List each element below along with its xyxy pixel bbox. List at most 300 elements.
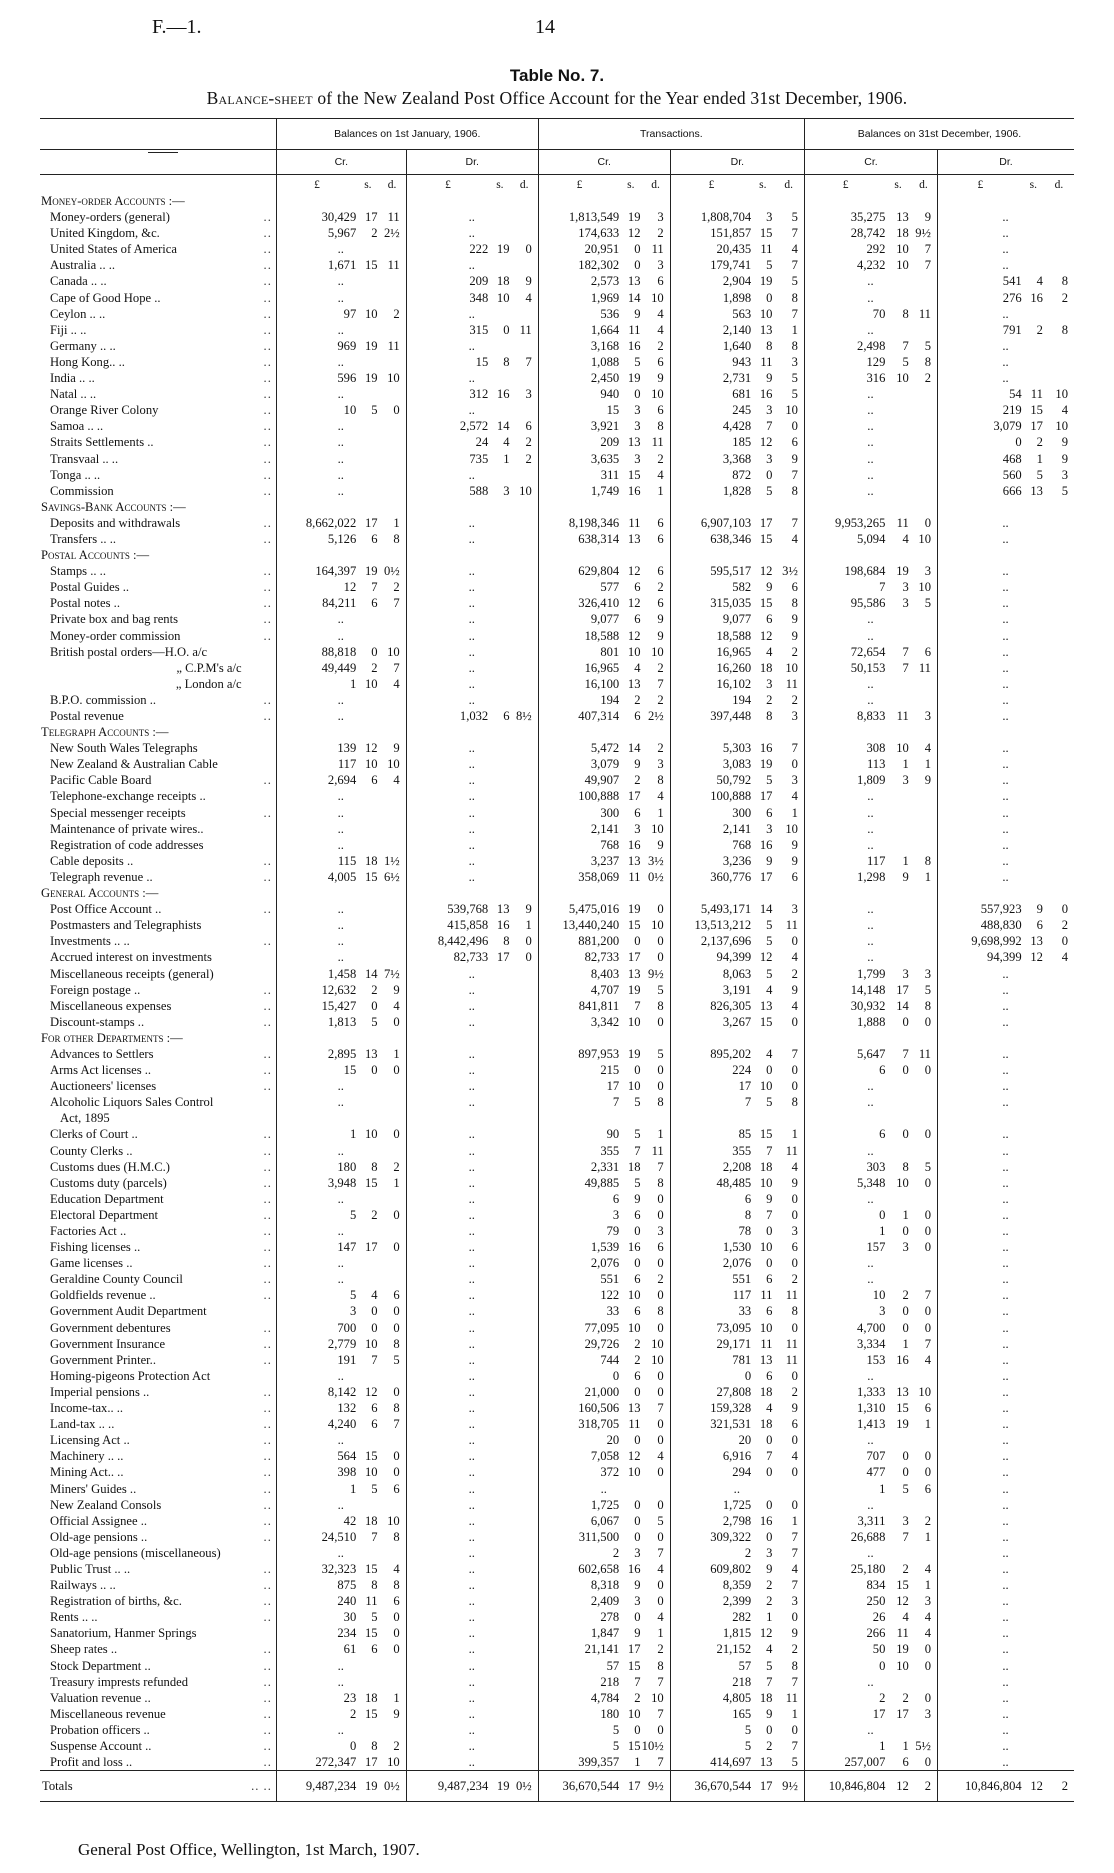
pounds-cell: 1,799 [804, 966, 886, 982]
pence-cell: 7 [924, 1288, 931, 1303]
shillings-cell: 18 [759, 1159, 773, 1174]
pounds-cell: .. [937, 338, 1074, 354]
pounds-cell: 5,348 [804, 1175, 886, 1191]
pounds-cell: 681 [670, 386, 752, 402]
pounds-cell: 10 [804, 1287, 886, 1303]
pounds-cell: 209 [406, 273, 489, 289]
shillings-cell: 12 [759, 564, 773, 579]
pounds-cell: 30 [276, 1609, 357, 1625]
shillings-cell: 0 [766, 1433, 773, 1448]
pounds-cell: 1,749 [538, 483, 620, 499]
pounds-cell: .. [804, 1143, 937, 1159]
pence-cell: 3 [924, 966, 931, 981]
shillings-cell: 7 [371, 1529, 378, 1544]
shillings-cell: 7 [634, 998, 641, 1013]
row-label: Foreign postage .. [50, 982, 141, 997]
leader-dots: .. [263, 419, 272, 434]
pounds-cell: .. [276, 483, 406, 499]
row-label: Hong Kong.. .. [50, 354, 125, 369]
shillings-cell: 0 [634, 1513, 641, 1528]
table-row [40, 1255, 1074, 1271]
table-row [40, 949, 1074, 965]
pence-cell: 10 [519, 483, 532, 498]
table-row [40, 821, 1074, 837]
pounds-cell: 8,142 [276, 1384, 357, 1400]
pounds-cell: 26,688 [804, 1529, 886, 1545]
pounds-cell: 2,141 [538, 821, 620, 837]
pence-cell: 11 [918, 660, 931, 675]
pounds-cell: 1,725 [670, 1497, 752, 1513]
pounds-unit: £ [406, 175, 489, 194]
shillings-cell: 10 [627, 644, 641, 659]
pounds-cell: .. [406, 821, 538, 837]
pounds-cell: 180 [276, 1159, 357, 1175]
pence-cell: 2½ [647, 709, 664, 723]
pence-cell: 0 [924, 1320, 931, 1335]
empty-cell [670, 724, 804, 740]
shillings-cell: 19 [896, 1417, 909, 1432]
pounds-cell: 834 [804, 1577, 886, 1593]
pence-cell: 8½ [515, 709, 532, 723]
shillings-cell: 13 [1030, 483, 1043, 498]
table-row [40, 1191, 1074, 1207]
shillings-cell: 4 [902, 1610, 909, 1625]
empty-cell [538, 724, 670, 740]
pence-cell: 10 [387, 371, 400, 386]
pence-cell: 10 [785, 403, 798, 418]
pounds-cell: .. [937, 306, 1074, 322]
pence-cell: 9 [791, 628, 798, 643]
table-row [40, 1062, 1074, 1078]
shillings-cell: 6 [766, 1368, 773, 1383]
pounds-cell: 1,671 [276, 257, 357, 273]
shillings-cell: 9 [1036, 902, 1043, 917]
pence-cell: 5 [924, 1159, 931, 1174]
pounds-cell: 1 [276, 676, 357, 692]
pence-cell: 0 [657, 1578, 664, 1593]
row-label: Germany .. .. [50, 338, 116, 353]
pounds-cell: 113 [804, 756, 886, 772]
shillings-cell: 5 [634, 1127, 641, 1142]
pounds-cell: 180 [538, 1706, 620, 1722]
pounds-cell: 5,475,016 [538, 901, 620, 917]
shillings-cell: 13 [896, 1384, 909, 1399]
shillings-cell: 0 [766, 1063, 773, 1078]
pence-cell: 0 [791, 757, 798, 772]
pounds-cell: 97 [276, 306, 357, 322]
pence-cell [910, 1110, 938, 1126]
shillings-cell: 3 [634, 403, 641, 418]
table-row [40, 1497, 1074, 1513]
leader-dots: .. [263, 1690, 272, 1705]
pence-cell: 2 [393, 1159, 400, 1174]
shillings-cell: 7 [902, 644, 909, 659]
pence-cell: 10 [651, 1336, 664, 1351]
pence-cell: 1 [924, 1578, 931, 1593]
pounds-cell: .. [937, 628, 1074, 644]
pence-cell: 2 [791, 966, 798, 981]
pounds-cell: 4,784 [538, 1690, 620, 1706]
pence-cell: 3 [924, 709, 931, 723]
pounds-cell: 7 [538, 1094, 620, 1110]
footer-note: General Post Office, Wellington, 1st March, 1907. [78, 1840, 420, 1859]
pence-cell: 0 [657, 950, 664, 965]
pounds-cell: .. [276, 1255, 406, 1271]
shillings-cell: 8 [371, 1739, 378, 1753]
shillings-cell: 2 [766, 1594, 773, 1609]
pence-cell: 0 [657, 1207, 664, 1222]
pounds-cell: 5,493,171 [670, 901, 752, 917]
leader-dots [248, 966, 277, 982]
shillings-cell: 5 [766, 934, 773, 949]
pounds-cell: .. [804, 692, 937, 708]
pence-cell: 3 [791, 1224, 798, 1238]
pounds-cell: 29,171 [670, 1336, 752, 1352]
pence-cell: 3 [657, 258, 664, 273]
pounds-cell: 57 [538, 1658, 620, 1674]
pounds-cell: 174,633 [538, 225, 620, 241]
pounds-cell: 8 [670, 1207, 752, 1223]
leader-dots [248, 917, 277, 933]
pounds-cell: .. [937, 1545, 1074, 1561]
table-row [40, 483, 1074, 499]
pounds-cell: 292 [804, 241, 886, 257]
shillings-cell: 7 [634, 1674, 641, 1689]
pounds-cell: 90 [538, 1126, 620, 1142]
pounds-cell: 79 [538, 1223, 620, 1239]
pounds-cell: .. [406, 402, 538, 418]
pence-cell: 2 [924, 1513, 931, 1528]
pounds-cell: 316 [804, 370, 886, 386]
pounds-cell: .. [406, 1416, 538, 1432]
pence-cell: 6 [924, 1401, 931, 1416]
pence-cell: 0 [791, 934, 798, 949]
shillings-cell: 14 [496, 419, 510, 434]
pounds-cell: 399,357 [538, 1754, 620, 1771]
pounds-cell: 24,510 [276, 1529, 357, 1545]
shillings-cell: 14 [896, 998, 909, 1013]
pence-cell: 0 [657, 1288, 664, 1303]
shillings-cell: 15 [759, 226, 773, 241]
pounds-cell: .. [804, 1432, 937, 1448]
empty-cell [538, 547, 670, 563]
shillings-cell: 11 [896, 709, 909, 723]
shillings-cell: 13 [627, 676, 641, 691]
shillings-cell: 1 [902, 1336, 909, 1351]
leader-dots: .. [263, 1642, 272, 1657]
pounds-cell: 115 [276, 853, 357, 869]
pounds-cell: 117 [276, 756, 357, 772]
empty-cell [406, 547, 538, 563]
pounds-cell: 70 [804, 306, 886, 322]
pounds-cell: 415,858 [406, 917, 489, 933]
pounds-cell: .. [406, 1448, 538, 1464]
pounds-cell: .. [406, 1738, 538, 1754]
pounds-cell: .. [406, 1320, 538, 1336]
pounds-cell: .. [406, 1303, 538, 1319]
pounds-cell: 826,305 [670, 998, 752, 1014]
pence-cell: 8 [791, 596, 798, 611]
pence-cell: 0 [791, 1497, 798, 1512]
pounds-cell: 10,846,804 [937, 1771, 1022, 1802]
pounds-cell: .. [804, 418, 937, 434]
row-label: Miscellaneous revenue [50, 1706, 166, 1721]
pounds-cell: 2,137,696 [670, 933, 752, 949]
pounds-cell: .. [937, 869, 1074, 885]
pence-cell: 7 [924, 1336, 931, 1351]
row-label: Postal revenue [50, 709, 124, 723]
shillings-cell: 15 [364, 1561, 378, 1576]
pence-cell: 8 [393, 1336, 400, 1351]
pounds-cell: 1,310 [804, 1400, 886, 1416]
pounds-cell: .. [538, 1481, 670, 1497]
pounds-cell: 266 [804, 1625, 886, 1641]
leader-dots: .. [263, 210, 272, 225]
pence-cell: 4 [525, 290, 532, 305]
pounds-cell: 191 [276, 1352, 357, 1368]
pounds-cell: 282 [670, 1609, 752, 1625]
shillings-cell: 2 [371, 226, 378, 241]
pence-cell: 6 [657, 515, 664, 530]
leader-dots: .. [263, 1046, 272, 1061]
pounds-cell: .. [276, 386, 406, 402]
pence-cell [1044, 1110, 1074, 1126]
pence-cell: 1½ [383, 853, 400, 868]
pence-cell: 1 [393, 1690, 400, 1705]
pounds-cell: 17 [670, 1078, 752, 1094]
pence-cell: 4 [393, 773, 400, 788]
shillings-cell: 5 [634, 354, 641, 369]
leader-dots: .. [263, 1449, 272, 1464]
pounds-cell: .. [804, 1674, 937, 1690]
shillings-cell: 18 [364, 1513, 378, 1528]
shillings-cell: 17 [627, 789, 641, 804]
pounds-cell: 791 [937, 322, 1022, 338]
shillings-cell: 0 [902, 1304, 909, 1319]
pounds-cell: .. [937, 1191, 1074, 1207]
leader-dots [248, 788, 277, 804]
pounds-cell [406, 1110, 489, 1126]
shillings-cell: 10 [364, 1336, 378, 1351]
pounds-cell: 88,818 [276, 644, 357, 660]
pence-cell: 4 [393, 998, 400, 1013]
shillings-cell: 0 [766, 1256, 773, 1271]
pence-cell: 8 [791, 483, 798, 498]
pounds-cell: 541 [937, 273, 1022, 289]
leader-dots [248, 1625, 277, 1641]
pounds-cell: .. [406, 1175, 538, 1191]
pounds-cell: 355 [538, 1143, 620, 1159]
pounds-cell: 9,077 [538, 611, 620, 627]
pence-cell: 0 [791, 1368, 798, 1383]
pounds-cell: 2,694 [276, 772, 357, 788]
shillings-cell: 7 [371, 1352, 378, 1367]
pounds-cell: 8,662,022 [276, 515, 357, 531]
shillings-cell: 10 [759, 306, 773, 321]
pounds-cell: .. [937, 1706, 1074, 1722]
leader-dots [248, 676, 277, 692]
pounds-cell: 278 [538, 1609, 620, 1625]
row-label: Maintenance of private wires.. [50, 821, 204, 836]
pounds-cell: 33 [670, 1303, 752, 1319]
shillings-cell: 4 [766, 982, 773, 997]
leader-dots [248, 644, 277, 660]
leader-dots: .. [263, 1529, 272, 1544]
pounds-cell: .. [937, 660, 1074, 676]
pounds-cell: 7,058 [538, 1448, 620, 1464]
pounds-cell: .. [406, 1014, 538, 1030]
pence-cell: 10 [651, 1690, 664, 1705]
pounds-cell: .. [937, 1320, 1074, 1336]
pounds-cell: 35,275 [804, 209, 886, 225]
pounds-cell: 9,953,265 [804, 515, 886, 531]
shillings-cell: 2 [371, 982, 378, 997]
pounds-cell: .. [937, 1577, 1074, 1593]
pence-cell: 10 [651, 290, 664, 305]
pounds-cell: 2,399 [670, 1593, 752, 1609]
row-label: Arms Act licenses .. [50, 1063, 152, 1078]
balance-sheet-table [40, 118, 1074, 1802]
shillings-cell: 10 [364, 676, 378, 691]
shillings-cell: 16 [759, 837, 773, 852]
table-row [40, 1078, 1074, 1094]
pence-cell: 6 [657, 354, 664, 369]
pounds-cell: 872 [670, 467, 752, 483]
shillings-cell: 17 [364, 515, 378, 530]
shillings-cell: 6 [634, 805, 641, 820]
pounds-cell: .. [804, 901, 937, 917]
table-row [40, 1126, 1074, 1142]
pounds-cell: 315 [406, 322, 489, 338]
pounds-cell: .. [406, 1464, 538, 1480]
pounds-cell: 117 [804, 853, 886, 869]
pounds-cell: .. [937, 692, 1074, 708]
pounds-cell: 1,333 [804, 1384, 886, 1400]
pounds-cell: 50 [804, 1641, 886, 1657]
shillings-cell: 18 [627, 1159, 641, 1174]
shillings-cell: 0 [371, 998, 378, 1013]
shillings-cell: 9 [766, 853, 773, 868]
pounds-cell: 551 [670, 1271, 752, 1287]
row-label: Factories Act .. [50, 1224, 127, 1238]
pence-cell: 4 [791, 1561, 798, 1576]
pounds-cell: 4,805 [670, 1690, 752, 1706]
shillings-cell: 13 [496, 902, 510, 917]
shillings-cell: 14 [759, 902, 773, 917]
pounds-cell: 21,152 [670, 1641, 752, 1657]
pounds-cell: .. [406, 998, 538, 1014]
pounds-cell: 3,921 [538, 418, 620, 434]
shillings-cell: 7 [902, 660, 909, 675]
row-label: Samoa .. .. [50, 419, 104, 434]
pounds-cell: .. [276, 837, 406, 853]
row-label: Postal notes .. [50, 596, 120, 611]
pounds-cell: .. [804, 1545, 937, 1561]
leader-dots: .. [263, 773, 272, 788]
pounds-cell: .. [406, 772, 538, 788]
pounds-cell: 9,077 [670, 611, 752, 627]
pence-cell: 7 [657, 676, 664, 691]
shillings-cell: 10 [896, 242, 909, 257]
pounds-cell: 139 [276, 740, 357, 756]
shillings-cell [886, 1110, 909, 1126]
table-row [40, 1416, 1074, 1432]
pounds-cell: 1,815 [670, 1625, 752, 1641]
empty-cell [538, 193, 670, 209]
pounds-cell: 560 [937, 467, 1022, 483]
pounds-cell: 303 [804, 1159, 886, 1175]
pence-cell: 4 [791, 998, 798, 1013]
section-row [40, 885, 1074, 901]
shillings-cell: 10 [364, 757, 378, 772]
shillings-cell: 1 [1036, 451, 1043, 466]
section-heading: For other Departments :— [41, 1030, 183, 1045]
pence-cell: 10 [1055, 387, 1068, 402]
pounds-cell: .. [276, 467, 406, 483]
pounds-cell: .. [937, 1416, 1074, 1432]
empty-cell [276, 724, 406, 740]
shillings-cell: 13 [627, 435, 641, 450]
pence-cell: 7 [657, 1545, 664, 1560]
shillings-cell: 2 [902, 1288, 909, 1303]
pence-cell: 8 [657, 773, 664, 788]
pence-cell: 8 [393, 531, 400, 546]
pence-cell: 1 [924, 1417, 931, 1432]
pence-cell: 0 [791, 419, 798, 434]
leader-dots [248, 1094, 277, 1110]
shillings-cell: 2 [766, 692, 773, 707]
pence-cell: 10 [918, 1384, 931, 1399]
table-row [40, 595, 1074, 611]
table-row [40, 708, 1074, 724]
shillings-cell: 15 [759, 1014, 773, 1029]
empty-cell [406, 724, 538, 740]
pounds-cell: .. [406, 338, 538, 354]
pounds-cell: 4,005 [276, 869, 357, 885]
leader-dots [248, 837, 277, 853]
pence-cell: 0 [657, 1384, 664, 1399]
shillings-cell: 6 [371, 1642, 378, 1657]
leader-dots: .. [263, 1401, 272, 1416]
pounds-cell: 551 [538, 1271, 620, 1287]
pounds-cell: 7 [804, 579, 886, 595]
pence-cell: 4 [924, 1561, 931, 1576]
pounds-cell: .. [276, 434, 406, 450]
pounds-cell: .. [804, 1271, 937, 1287]
pounds-cell: .. [804, 1255, 937, 1271]
shillings-cell: 6 [634, 1304, 641, 1319]
table-row [40, 370, 1074, 386]
shillings-cell: 0 [902, 1224, 909, 1238]
pence-cell: 6 [657, 1240, 664, 1255]
table-row [40, 1706, 1074, 1722]
shillings-cell: 0 [766, 290, 773, 305]
shillings-cell: 16 [627, 483, 641, 498]
shillings-cell: 3 [634, 451, 641, 466]
pounds-cell: .. [406, 1223, 538, 1239]
leader-dots: .. [263, 853, 272, 868]
pence-cell: 3 [525, 387, 532, 402]
pounds-cell: .. [804, 1191, 937, 1207]
pence-cell: 0 [791, 1320, 798, 1335]
pounds-cell: .. [406, 1641, 538, 1657]
pence-cell: 3 [791, 773, 798, 788]
shillings-cell: 17 [759, 789, 773, 804]
leader-dots: .. [263, 306, 272, 321]
pounds-cell: 10 [276, 402, 357, 418]
row-label: Miscellaneous receipts (general) [50, 966, 214, 981]
shillings-cell: 12 [896, 1594, 909, 1609]
